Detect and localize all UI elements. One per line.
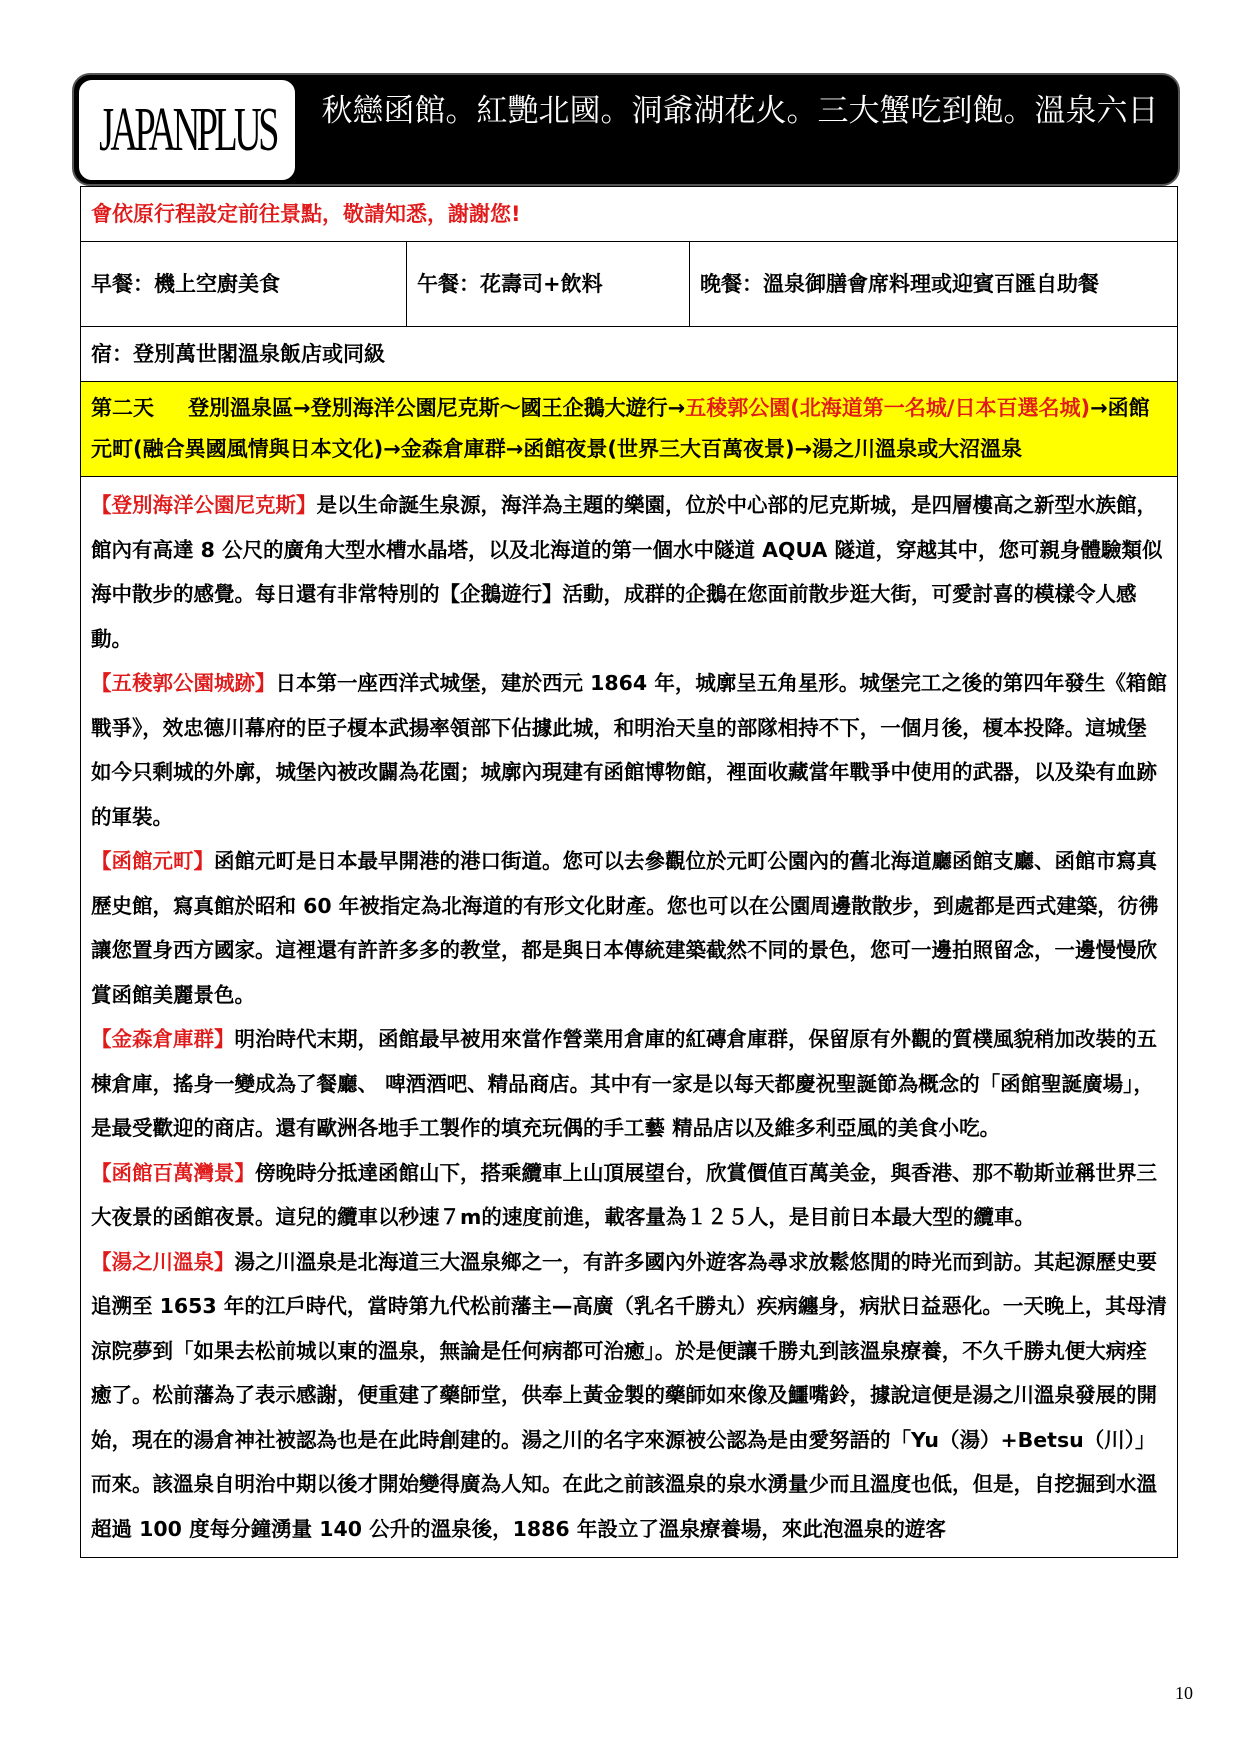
logo-text: JAPANPLUS bbox=[98, 95, 276, 164]
section-text: 函館元町是日本最早開港的港口街道。您可以去參觀位於元町公園內的舊北海道廳函館支廳、函館市寫真歷史館，寫真館於昭和 60 年被指定為北海道的有形文化財產。您也可以在公園周邊散散步，到處都是西式建築，彷彿讓您置身西方國家。這裡還有許許多多的教堂，都是與日本傳統建築截然不同的景色，您可一邊拍照留念，一邊慢慢欣賞函館美麗景色。 bbox=[91, 849, 1159, 1007]
section-text: 湯之川溫泉是北海道三大溫泉鄉之一，有許多國內外遊客為尋求放鬆悠閒的時光而到訪。其起源歷史要追溯至 1653 年的江戶時代，當時第九代松前藩主—高廣（乳名千勝丸）疾病纏身，病狀日益惡化。一天晚上，其母清涼院夢到「如果去松前城以東的溫泉，無論是任何病都可治癒」。於是便讓千勝丸到該溫泉療養，不久千勝丸便大病痊癒了。松前藩為了表示感謝，便重建了藥師堂，供奉上黃金製的藥師如來像及鱷嘴鈴，據說這便是湯之川溫泉發展的開始，現在的湯倉神社被認為也是在此時創建的。湯之川的名字來源被公認為是由愛努語的「Yu（湯）+Betsu（川）」而來。該溫泉自明治中期以後才開始變得廣為人知。在此之前該溫泉的泉水湧量少而且溫度也低，但是，自挖掘到水溫超過 100 度每分鐘湧量 140 公升的溫泉後，1886 年設立了溫泉療養場，來此泡溫泉的遊客 bbox=[91, 1249, 1167, 1541]
breakfast-cell: 早餐：機上空廚美食 bbox=[81, 242, 407, 327]
section-heading: 【函館元町】 bbox=[91, 849, 214, 873]
section-heading: 【湯之川溫泉】 bbox=[91, 1249, 235, 1274]
section-yunokawa bbox=[91, 1240, 1167, 1552]
section-heading: 【金森倉庫群】 bbox=[91, 1027, 235, 1051]
company-logo bbox=[76, 77, 298, 183]
route-highlight: 五稜郭公園(北海道第一名城/日本百選名城) bbox=[685, 396, 1091, 420]
section-motomachi bbox=[91, 839, 1167, 1017]
section-goryokaku bbox=[91, 661, 1167, 839]
dinner-cell: 晚餐：溫泉御膳會席料理或迎賓百匯自助餐 bbox=[690, 242, 1178, 327]
section-heading: 【登別海洋公園尼克斯】 bbox=[91, 493, 317, 517]
lodging-row: 宿：登別萬世閣溫泉飯店或同級 bbox=[81, 327, 1178, 382]
section-text: 是以生命誕生泉源，海洋為主題的樂園，位於中心部的尼克斯城，是四層樓高之新型水族館，館內有高達 8 公尺的廣角大型水槽水晶塔，以及北海道的第一個水中隧道 AQUA 隧道，穿越其中，您可親身體驗類似海中散步的感覺。每日還有非常特別的【企鵝遊行】活動，成群的企鵝在您面前散步逛大街，可愛討喜的模樣令人感動。 bbox=[91, 493, 1163, 651]
tour-title: 秋戀函館。紅艷北國。洞爺湖花火。三大蟹吃到飽。溫泉六日 bbox=[321, 93, 1159, 129]
section-nixe bbox=[91, 483, 1167, 661]
section-text: 傍晚時分抵達函館山下，搭乘纜車上山頂展望台，欣賞價值百萬美金，與香港、那不勒斯並稱世界三大夜景的函館夜景。這兒的纜車以秒速７m的速度前進，載客量為１２５人，是目前日本最大型的纜車。 bbox=[91, 1160, 1157, 1229]
lunch-cell: 午餐：花壽司+飲料 bbox=[407, 242, 690, 327]
route-part-2: →函館元町(融合異國風情與日本文化)→金森倉庫群→函館夜景(世界三大百萬夜景)→湯之川溫泉或大沼溫泉 bbox=[91, 396, 1150, 461]
section-text: 明治時代末期，函館最早被用來當作營業用倉庫的紅磚倉庫群，保留原有外觀的質樸風貌稍加改裝的五棟倉庫，搖身一變成為了餐廳、 啤酒酒吧、精品商店。其中有一家是以每天都慶祝聖誕節為概念的「函館聖誕廣場」，是最受歡迎的商店。還有歐洲各地手工製作的填充玩偶的手工藝 精品店以及維多利亞風的美食小吃。 bbox=[91, 1027, 1157, 1140]
description-cell bbox=[81, 477, 1178, 1558]
section-heading: 【五稜郭公園城跡】 bbox=[91, 671, 276, 695]
itinerary-table bbox=[80, 186, 1178, 1558]
route-part-1: 登別溫泉區→登別海洋公園尼克斯～國王企鵝大遊行→ bbox=[188, 396, 686, 420]
page-number: 10 bbox=[1175, 1683, 1193, 1703]
section-heading: 【函館百萬灣景】 bbox=[91, 1160, 255, 1185]
section-kanemori bbox=[91, 1017, 1167, 1151]
day-label: 第二天 bbox=[91, 396, 154, 420]
day-route-row bbox=[81, 382, 1178, 477]
notice-row: 會依原行程設定前往景點，敬請知悉，謝謝您! bbox=[81, 187, 1178, 242]
section-night-view bbox=[91, 1151, 1167, 1240]
section-text: 日本第一座西洋式城堡，建於西元 1864 年，城廓呈五角星形。城堡完工之後的第四年發生《箱館戰爭》，效忠德川幕府的臣子榎本武揚率領部下佔據此城，和明治天皇的部隊相持不下，一個月後，榎本投降。這城堡如今只剩城的外廓，城堡內被改闢為花園；城廓內現建有函館博物館，裡面收藏當年戰爭中使用的武器，以及染有血跡的軍裝。 bbox=[91, 671, 1167, 829]
